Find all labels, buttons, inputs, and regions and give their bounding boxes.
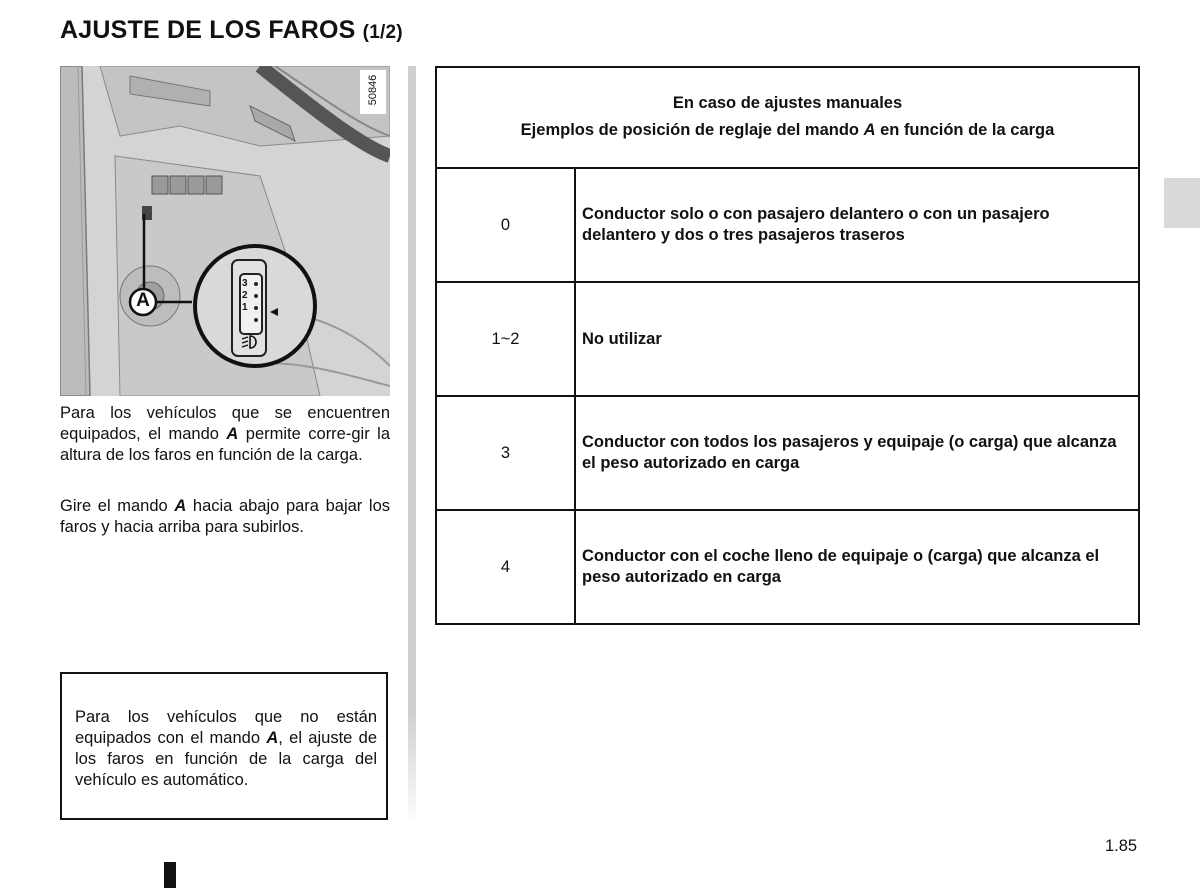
description-cell: No utilizar (582, 329, 662, 348)
table-header-line-2 (437, 121, 1138, 140)
description-cell: Conductor solo o con pasajero delantero o con un pasajero delantero y dos o tres pasajeros traseros (582, 205, 1050, 244)
note-part-a: Para los vehículos que no están equipados con el mando (75, 708, 377, 747)
table-row (437, 169, 1138, 283)
page-title (60, 16, 403, 45)
position-cell: 1~2 (437, 283, 576, 395)
dial-mark-1: 1 (242, 302, 248, 313)
note-text (75, 707, 377, 791)
note-bold: A (266, 729, 279, 747)
table-row (437, 283, 1138, 397)
dial-marks (242, 278, 248, 314)
paragraph-1 (60, 403, 390, 466)
margin-mark (164, 862, 176, 888)
callout-label-a: A (136, 290, 150, 311)
chapter-tab (1164, 178, 1200, 228)
paragraph-2-part-b: hacia abajo para bajar los faros y hacia arriba para subirlos. (60, 497, 391, 536)
adjustment-table (435, 66, 1140, 625)
column-divider (408, 66, 416, 826)
paragraph-2 (60, 496, 390, 538)
table-header-line-2-b: en función de la carga (875, 121, 1055, 139)
position-cell: 0 (437, 169, 576, 281)
paragraph-1-part-a: Para los vehículos que se encuentren equipados, el mando (60, 404, 390, 443)
description-cell: Conductor con todos los pasajeros y equipaje (o carga) que alcanza el peso autorizado en carga (582, 433, 1117, 472)
paragraph-2-bold: A (174, 497, 187, 515)
paragraph-2-part-a: Gire el mando (60, 497, 175, 515)
position-cell: 3 (437, 397, 576, 509)
figure-code: 50846 (367, 74, 379, 106)
paragraph-1-bold: A (226, 425, 239, 443)
dial-mark-2: 2 (242, 290, 248, 301)
dial-mark-3: 3 (242, 278, 248, 289)
dashboard-drawing (60, 66, 390, 396)
headlight-control-illustration (60, 66, 390, 396)
figure-code-box (360, 70, 386, 114)
table-header-line-2-bold: A (863, 121, 876, 139)
page-title-suffix: (1/2) (362, 22, 403, 43)
table-row (437, 397, 1138, 511)
position-cell: 4 (437, 511, 576, 623)
table-header (437, 68, 1138, 169)
table-header-line-2-a: Ejemplos de posición de reglaje del mando (520, 121, 864, 139)
page-title-text: AJUSTE DE LOS FAROS (60, 16, 356, 44)
page-number: 1.85 (1105, 837, 1138, 855)
note-box (60, 672, 388, 820)
note-part-b: , el ajuste de los faros en función de la carga del vehículo es automático. (75, 729, 378, 789)
table-header-line-1: En caso de ajustes manuales (672, 94, 903, 112)
description-cell: Conductor con el coche lleno de equipaje o (carga) que alcanza el peso autorizado en carga (582, 547, 1100, 586)
paragraph-1-part-b: permite corre-gir la altura de los faros en función de la carga. (60, 425, 390, 464)
table-row (437, 511, 1138, 623)
